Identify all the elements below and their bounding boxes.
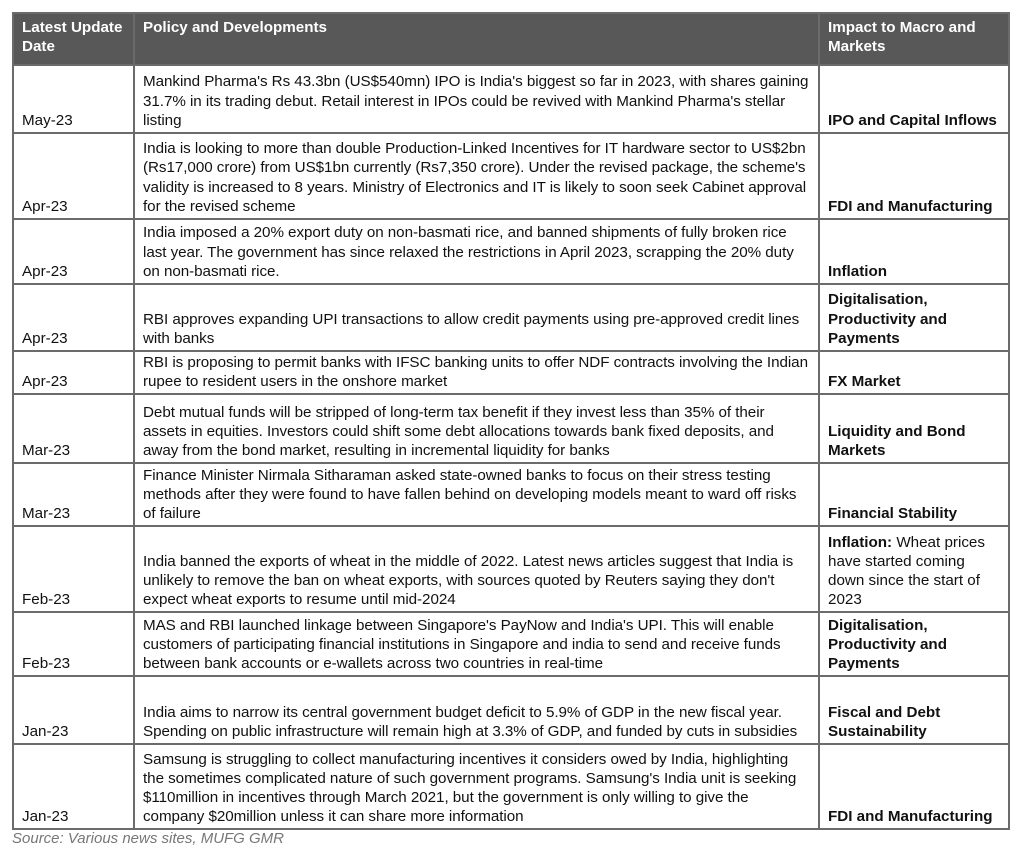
impact-cell bbox=[819, 65, 1009, 133]
impact-cell bbox=[819, 526, 1009, 612]
table-row bbox=[13, 612, 1009, 676]
table-row bbox=[13, 744, 1009, 829]
date-cell: Mar-23 bbox=[13, 463, 134, 526]
impact-label: Fiscal and Debt Sustainability bbox=[828, 704, 941, 741]
date-cell: Mar-23 bbox=[13, 394, 134, 463]
development-cell: Mankind Pharma's Rs 43.3bn (US$540mn) IPO is India's biggest so far in 2023, with shares gaining 31.7% in its trading debut. Retail interest in IPOs could be revived with Mankind Pharma's stellar listing bbox=[134, 65, 819, 133]
table-row bbox=[13, 526, 1009, 612]
date-cell: Jan-23 bbox=[13, 744, 134, 829]
development-cell: MAS and RBI launched linkage between Singapore's PayNow and India's UPI. This will enable customers of participating financial institutions in Singapore and india to send and receive funds between bank accounts or e-wallets across two countries in real-time bbox=[134, 612, 819, 676]
development-cell: RBI is proposing to permit banks with IFSC banking units to offer NDF contracts involving the Indian rupee to resident users in the onshore market bbox=[134, 351, 819, 394]
impact-label: IPO and Capital Inflows bbox=[828, 111, 997, 129]
table-header-row bbox=[13, 13, 1009, 65]
impact-label: Inflation: bbox=[828, 533, 893, 551]
impact-label: FX Market bbox=[828, 373, 901, 391]
impact-cell bbox=[819, 612, 1009, 676]
date-cell: Jan-23 bbox=[13, 676, 134, 744]
impact-label: FDI and Manufacturing bbox=[828, 808, 993, 826]
impact-label: Digitalisation, Productivity and Payments bbox=[828, 291, 947, 347]
development-cell: Debt mutual funds will be stripped of long-term tax benefit if they invest less than 35% of their assets in equities. Investors could shift some debt allocations towards bank fixed deposits, and away from the bond market, resulting in incremental liquidity for banks bbox=[134, 394, 819, 463]
impact-label: Inflation bbox=[828, 262, 888, 280]
date-cell: Apr-23 bbox=[13, 351, 134, 394]
development-cell: Samsung is struggling to collect manufacturing incentives it considers owed by India, highlighting the sometimes complicated nature of such government programs. Samsung's India unit is seeking $110million in incentives through March 2021, but the government is only willing to give the company $20million unless it can share more information bbox=[134, 744, 819, 829]
impact-label: FDI and Manufacturing bbox=[828, 197, 993, 215]
source-note: Source: Various news sites, MUFG GMR bbox=[12, 830, 285, 847]
date-cell: Apr-23 bbox=[13, 219, 134, 284]
development-cell: India aims to narrow its central government budget deficit to 5.9% of GDP in the new fiscal year. Spending on public infrastructure will remain high at 3.3% of GDP, and funded by cuts in subsidies bbox=[134, 676, 819, 744]
development-cell: RBI approves expanding UPI transactions to allow credit payments using pre-approved credit lines with banks bbox=[134, 284, 819, 351]
header-date: Latest Update Date bbox=[13, 13, 134, 65]
impact-label: Liquidity and Bond Markets bbox=[828, 423, 966, 460]
impact-cell bbox=[819, 463, 1009, 526]
date-cell: Feb-23 bbox=[13, 612, 134, 676]
impact-cell bbox=[819, 133, 1009, 219]
impact-label: Financial Stability bbox=[828, 505, 958, 523]
table-row bbox=[13, 351, 1009, 394]
development-cell: India banned the exports of wheat in the middle of 2022. Latest news articles suggest that India is unlikely to remove the ban on wheat exports, with sources quoted by Reuters saying they don't expect wheat exports to resume until mid-2024 bbox=[134, 526, 819, 612]
impact-label: Digitalisation, Productivity and Payments bbox=[828, 616, 947, 673]
header-impact: Impact to Macro and Markets bbox=[819, 13, 1009, 65]
development-cell: Finance Minister Nirmala Sitharaman asked state-owned banks to focus on their stress testing methods after they were found to have fallen behind on developing models meant to ward off risks of failure bbox=[134, 463, 819, 526]
policy-table bbox=[12, 12, 1010, 830]
impact-cell bbox=[819, 219, 1009, 284]
development-cell: India is looking to more than double Production-Linked Incentives for IT hardware sector to US$2bn (Rs17,000 crore) from US$1bn currently (Rs7,350 crore). Under the revised package, the scheme's validity is increased to 8 years. Ministry of Electronics and IT is likely to soon seek Cabinet approval for the revised scheme bbox=[134, 133, 819, 219]
date-cell: Apr-23 bbox=[13, 133, 134, 219]
header-development: Policy and Developments bbox=[134, 13, 819, 65]
table-row bbox=[13, 676, 1009, 744]
date-cell: Apr-23 bbox=[13, 284, 134, 351]
date-cell: Feb-23 bbox=[13, 526, 134, 612]
impact-cell bbox=[819, 284, 1009, 351]
table-row bbox=[13, 133, 1009, 219]
table-row bbox=[13, 284, 1009, 351]
impact-cell bbox=[819, 676, 1009, 744]
impact-cell bbox=[819, 744, 1009, 829]
impact-cell bbox=[819, 351, 1009, 394]
table-row bbox=[13, 463, 1009, 526]
impact-cell bbox=[819, 394, 1009, 463]
table-row bbox=[13, 394, 1009, 463]
table-row bbox=[13, 219, 1009, 284]
table-row bbox=[13, 65, 1009, 133]
development-cell: India imposed a 20% export duty on non-basmati rice, and banned shipments of fully broken rice last year. The government has since relaxed the restrictions in April 2023, scrapping the 20% duty on non-basmati rice. bbox=[134, 219, 819, 284]
impact-detail: Wheat prices have started coming down since the start of 2023 bbox=[828, 533, 985, 609]
date-cell: May-23 bbox=[13, 65, 134, 133]
